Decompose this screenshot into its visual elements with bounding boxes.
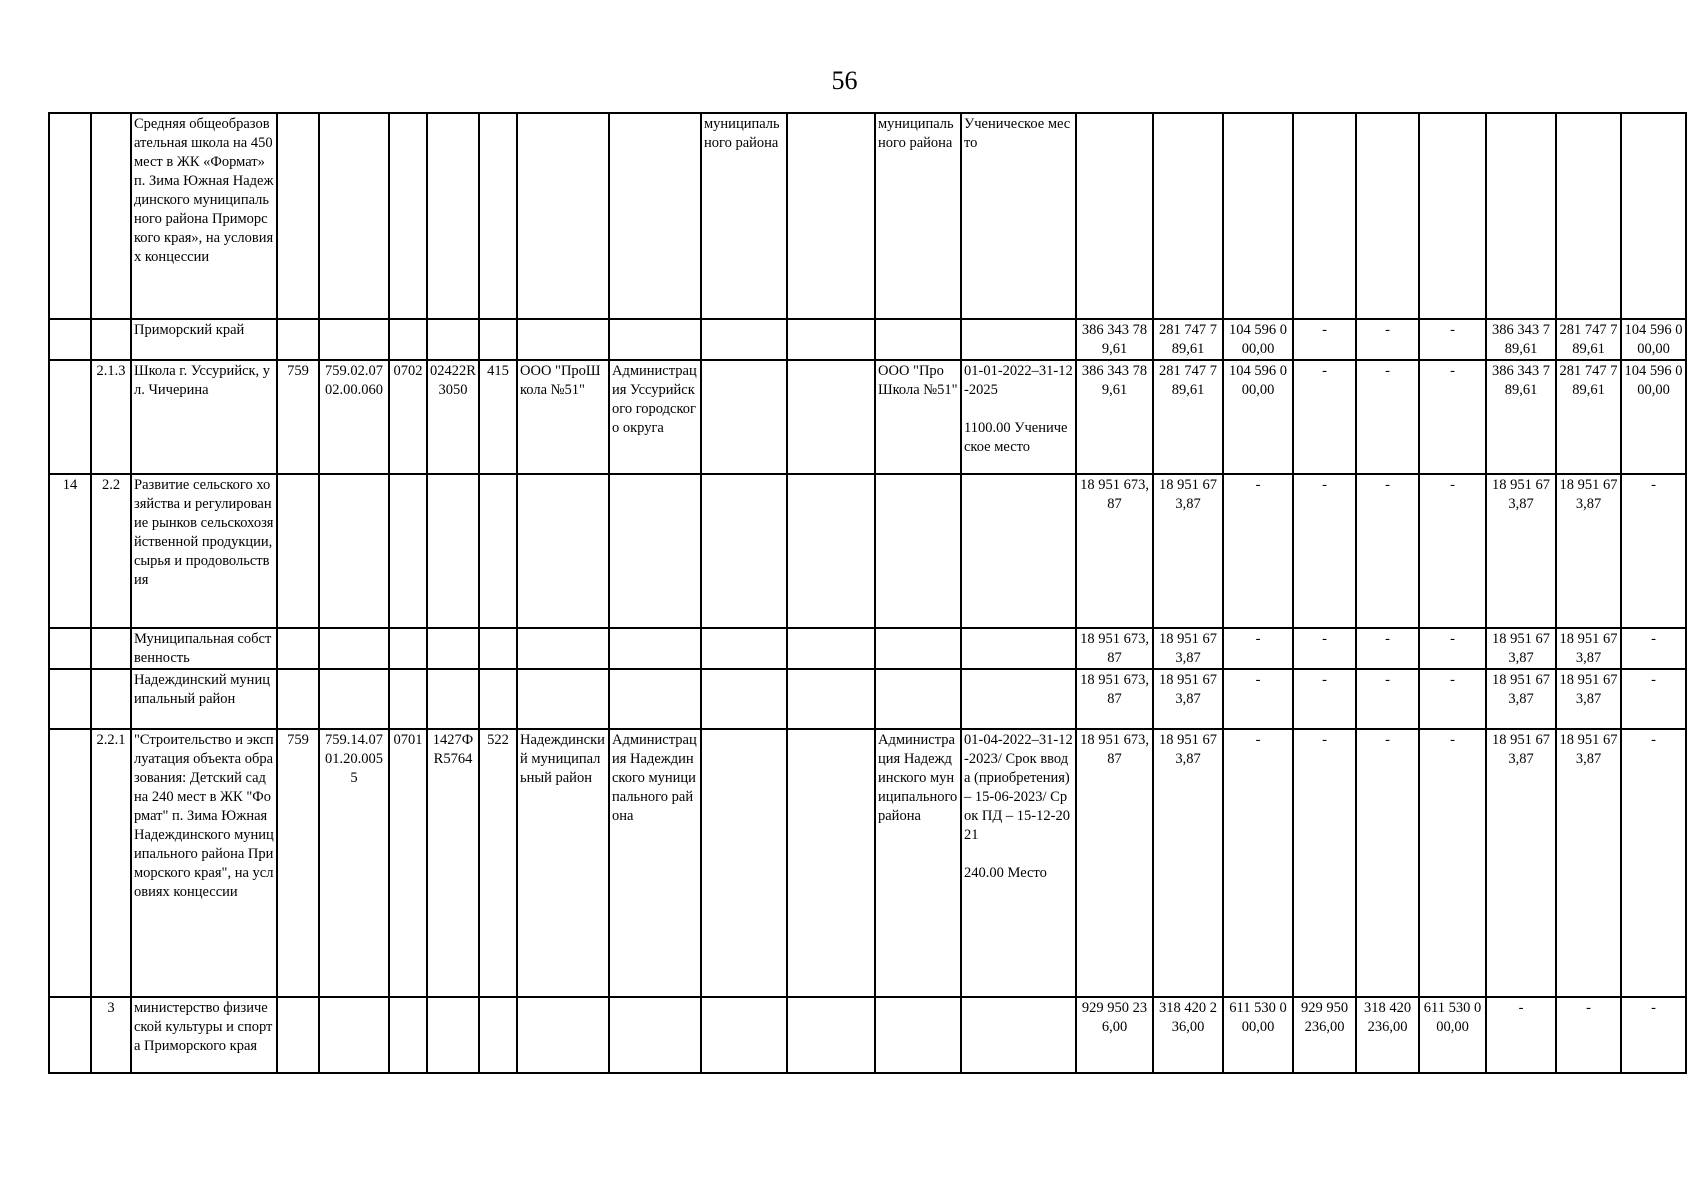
table-cell: [787, 113, 875, 319]
table-cell: [319, 669, 389, 729]
table-cell: -: [1293, 628, 1356, 669]
table-cell: Школа г. Уссурийск, ул. Чичерина: [131, 360, 277, 474]
table-cell: 2.1.3: [91, 360, 131, 474]
table-cell: -: [1419, 669, 1486, 729]
table-cell: -: [1356, 360, 1419, 474]
table-cell: 18 951 673,87: [1153, 628, 1223, 669]
table-cell: [609, 474, 701, 628]
table-cell: 611 530 000,00: [1419, 997, 1486, 1073]
table-cell: -: [1419, 319, 1486, 360]
table-cell: [479, 628, 517, 669]
table-cell: ООО "ПроШкола №51": [517, 360, 609, 474]
table-cell: Надеждинский муниципальный район: [517, 729, 609, 997]
table-cell: 281 747 789,61: [1153, 360, 1223, 474]
table-cell: -: [1419, 474, 1486, 628]
table-cell: 18 951 673,87: [1076, 729, 1153, 997]
table-cell: 522: [479, 729, 517, 997]
table-cell: 18 951 673,87: [1556, 729, 1621, 997]
table-cell: [49, 997, 91, 1073]
table-cell: 929 950 236,00: [1293, 997, 1356, 1073]
table-cell: 3: [91, 997, 131, 1073]
table-cell: [427, 669, 479, 729]
table-row: [49, 628, 1686, 669]
table-cell: [787, 319, 875, 360]
table-cell: [1293, 113, 1356, 319]
table-cell: [427, 474, 479, 628]
table-cell: -: [1621, 474, 1686, 628]
table-cell: [277, 319, 319, 360]
table-cell: 386 343 789,61: [1486, 360, 1556, 474]
table-cell: 759: [277, 360, 319, 474]
table-cell: муниципального района: [875, 113, 961, 319]
table-cell: [701, 319, 787, 360]
table-cell: [609, 628, 701, 669]
table-cell: [1356, 113, 1419, 319]
table-cell: [277, 474, 319, 628]
table-row: [49, 474, 1686, 628]
table-cell: -: [1356, 669, 1419, 729]
table-cell: -: [1293, 319, 1356, 360]
table-cell: -: [1556, 997, 1621, 1073]
table-cell: [701, 474, 787, 628]
table-cell: [1076, 113, 1153, 319]
table-cell: -: [1223, 474, 1293, 628]
table-cell: [479, 669, 517, 729]
table-cell: 18 951 673,87: [1486, 628, 1556, 669]
table-cell: -: [1419, 729, 1486, 997]
table-cell: [517, 997, 609, 1073]
table-row: [49, 319, 1686, 360]
table-cell: 0701: [389, 729, 427, 997]
table-cell: [479, 474, 517, 628]
table-cell: -: [1356, 319, 1419, 360]
table-cell: ООО "ПроШкола №51": [875, 360, 961, 474]
table-cell: [961, 319, 1076, 360]
table-cell: министерство физической культуры и спорта Приморского края: [131, 997, 277, 1073]
table-cell: 759.02.07 02.00.060: [319, 360, 389, 474]
table-cell: 386 343 789,61: [1076, 360, 1153, 474]
table-cell: -: [1621, 997, 1686, 1073]
table-cell: 18 951 673,87: [1153, 729, 1223, 997]
table-cell: 01-01-2022–31-12-2025 1100.00 Ученическое место: [961, 360, 1076, 474]
table-cell: [517, 113, 609, 319]
table-cell: Развитие сельского хозяйства и регулирование рынков сельскохозяйственной продукции, сырья и продовольствия: [131, 474, 277, 628]
table-cell: [701, 997, 787, 1073]
table-cell: Средняя общеобразовательная школа на 450 мест в ЖК «Формат» п. Зима Южная Надеждинского муниципального района Приморского края», на условиях концессии: [131, 113, 277, 319]
table-cell: [389, 997, 427, 1073]
table-cell: 18 951 673,87: [1153, 474, 1223, 628]
table-cell: [49, 669, 91, 729]
table-cell: "Строительство и эксплуатация объекта образования: Детский сад на 240 мест в ЖК "Формат" п. Зима Южная Надеждинского муниципального района Приморского края", на условиях концессии: [131, 729, 277, 997]
table-cell: [875, 319, 961, 360]
table-cell: 14: [49, 474, 91, 628]
table-cell: -: [1621, 729, 1686, 997]
table-cell: [427, 319, 479, 360]
table-cell: [517, 474, 609, 628]
table-cell: 386 343 789,61: [1486, 319, 1556, 360]
table-cell: 18 951 673,87: [1556, 474, 1621, 628]
table-cell: [1419, 113, 1486, 319]
table-cell: 18 951 673,87: [1076, 628, 1153, 669]
table-cell: [389, 628, 427, 669]
table-cell: [701, 628, 787, 669]
table-cell: 18 951 673,87: [1556, 628, 1621, 669]
table-cell: [875, 474, 961, 628]
table-cell: 759: [277, 729, 319, 997]
table-cell: [319, 319, 389, 360]
table-cell: Ученическое место: [961, 113, 1076, 319]
table-cell: [389, 669, 427, 729]
table-cell: -: [1356, 729, 1419, 997]
table-cell: [787, 360, 875, 474]
table-cell: 1427Ф R5764: [427, 729, 479, 997]
table-cell: [609, 113, 701, 319]
table-cell: [787, 628, 875, 669]
table-cell: [277, 628, 319, 669]
table-cell: 281 747 789,61: [1153, 319, 1223, 360]
table-row: [49, 997, 1686, 1073]
table-cell: 318 420 236,00: [1153, 997, 1223, 1073]
table-cell: -: [1419, 360, 1486, 474]
table-cell: [1621, 113, 1686, 319]
table-cell: Администрация Надеждинского муниципального района: [875, 729, 961, 997]
table-cell: [787, 997, 875, 1073]
table-row: [49, 669, 1686, 729]
table-cell: 2.2.1: [91, 729, 131, 997]
table-cell: муниципального района: [701, 113, 787, 319]
table-cell: [609, 997, 701, 1073]
table-cell: [91, 319, 131, 360]
table-cell: 104 596 000,00: [1621, 360, 1686, 474]
table-cell: [91, 113, 131, 319]
table-cell: [787, 474, 875, 628]
table-cell: [277, 113, 319, 319]
table-cell: [1486, 113, 1556, 319]
table-cell: [609, 669, 701, 729]
table-cell: 18 951 673,87: [1076, 669, 1153, 729]
table-cell: 01-04-2022–31-12-2023/ Срок ввода (приобретения) – 15-06-2023/ Срок ПД – 15-12-2021 240.00 Место: [961, 729, 1076, 997]
table-cell: [787, 729, 875, 997]
table-cell: [277, 997, 319, 1073]
table-cell: [49, 628, 91, 669]
table-cell: -: [1223, 628, 1293, 669]
table-cell: [701, 729, 787, 997]
table-cell: 281 747 789,61: [1556, 319, 1621, 360]
table-cell: [875, 628, 961, 669]
table-cell: [961, 997, 1076, 1073]
table-cell: [389, 474, 427, 628]
table-cell: [701, 669, 787, 729]
table-cell: 2.2: [91, 474, 131, 628]
table-cell: -: [1223, 729, 1293, 997]
table-cell: [427, 113, 479, 319]
table-cell: [517, 669, 609, 729]
table-cell: [961, 474, 1076, 628]
table-cell: -: [1356, 474, 1419, 628]
table-cell: [479, 113, 517, 319]
table-cell: -: [1419, 628, 1486, 669]
table-cell: [609, 319, 701, 360]
table-cell: [389, 113, 427, 319]
table-cell: Приморский край: [131, 319, 277, 360]
table-cell: [319, 113, 389, 319]
table-cell: -: [1223, 669, 1293, 729]
table-cell: Надеждинский муниципальный район: [131, 669, 277, 729]
table-cell: Администрация Уссурийского городского округа: [609, 360, 701, 474]
table-cell: -: [1356, 628, 1419, 669]
table-cell: [319, 474, 389, 628]
table-row: [49, 729, 1686, 997]
table-cell: -: [1293, 360, 1356, 474]
table-cell: 02422R 3050: [427, 360, 479, 474]
table-cell: [961, 669, 1076, 729]
table-cell: [277, 669, 319, 729]
page-number: 56: [831, 66, 858, 95]
table-cell: [875, 997, 961, 1073]
table-cell: [479, 319, 517, 360]
table-cell: [427, 628, 479, 669]
table-cell: -: [1621, 669, 1686, 729]
table-cell: 104 596 000,00: [1223, 319, 1293, 360]
table-cell: [427, 997, 479, 1073]
table-cell: Муниципальная собственность: [131, 628, 277, 669]
table-cell: [91, 669, 131, 729]
table-cell: [875, 669, 961, 729]
table-cell: -: [1293, 474, 1356, 628]
table-cell: [961, 628, 1076, 669]
table-cell: [1556, 113, 1621, 319]
table-cell: [319, 628, 389, 669]
table-cell: 415: [479, 360, 517, 474]
table-row: [49, 113, 1686, 319]
table-cell: [479, 997, 517, 1073]
table-cell: 281 747 789,61: [1556, 360, 1621, 474]
table-cell: 386 343 789,61: [1076, 319, 1153, 360]
table-cell: [517, 628, 609, 669]
table-cell: 104 596 000,00: [1223, 360, 1293, 474]
budget-table: [48, 112, 1687, 1074]
table-cell: 18 951 673,87: [1486, 669, 1556, 729]
table-cell: 18 951 673,87: [1556, 669, 1621, 729]
table-cell: 929 950 236,00: [1076, 997, 1153, 1073]
table-cell: [1223, 113, 1293, 319]
table-cell: [1153, 113, 1223, 319]
table-cell: [701, 360, 787, 474]
table-cell: [49, 319, 91, 360]
table-cell: 18 951 673,87: [1153, 669, 1223, 729]
table-cell: [49, 113, 91, 319]
table-cell: 104 596 000,00: [1621, 319, 1686, 360]
table-cell: -: [1293, 669, 1356, 729]
table-cell: 18 951 673,87: [1486, 729, 1556, 997]
table-cell: 18 951 673,87: [1486, 474, 1556, 628]
table-cell: [49, 360, 91, 474]
table-cell: 18 951 673,87: [1076, 474, 1153, 628]
table-cell: Администрация Надеждинского муниципального района: [609, 729, 701, 997]
table-cell: 0702: [389, 360, 427, 474]
table-cell: 318 420 236,00: [1356, 997, 1419, 1073]
table-cell: [389, 319, 427, 360]
table-cell: -: [1293, 729, 1356, 997]
table-cell: [787, 669, 875, 729]
table-cell: [517, 319, 609, 360]
table-cell: -: [1486, 997, 1556, 1073]
table-cell: [49, 729, 91, 997]
table-cell: 611 530 000,00: [1223, 997, 1293, 1073]
table-cell: [319, 997, 389, 1073]
table-cell: -: [1621, 628, 1686, 669]
table-cell: [91, 628, 131, 669]
table-cell: 759.14.07 01.20.005 5: [319, 729, 389, 997]
table-row: [49, 360, 1686, 474]
